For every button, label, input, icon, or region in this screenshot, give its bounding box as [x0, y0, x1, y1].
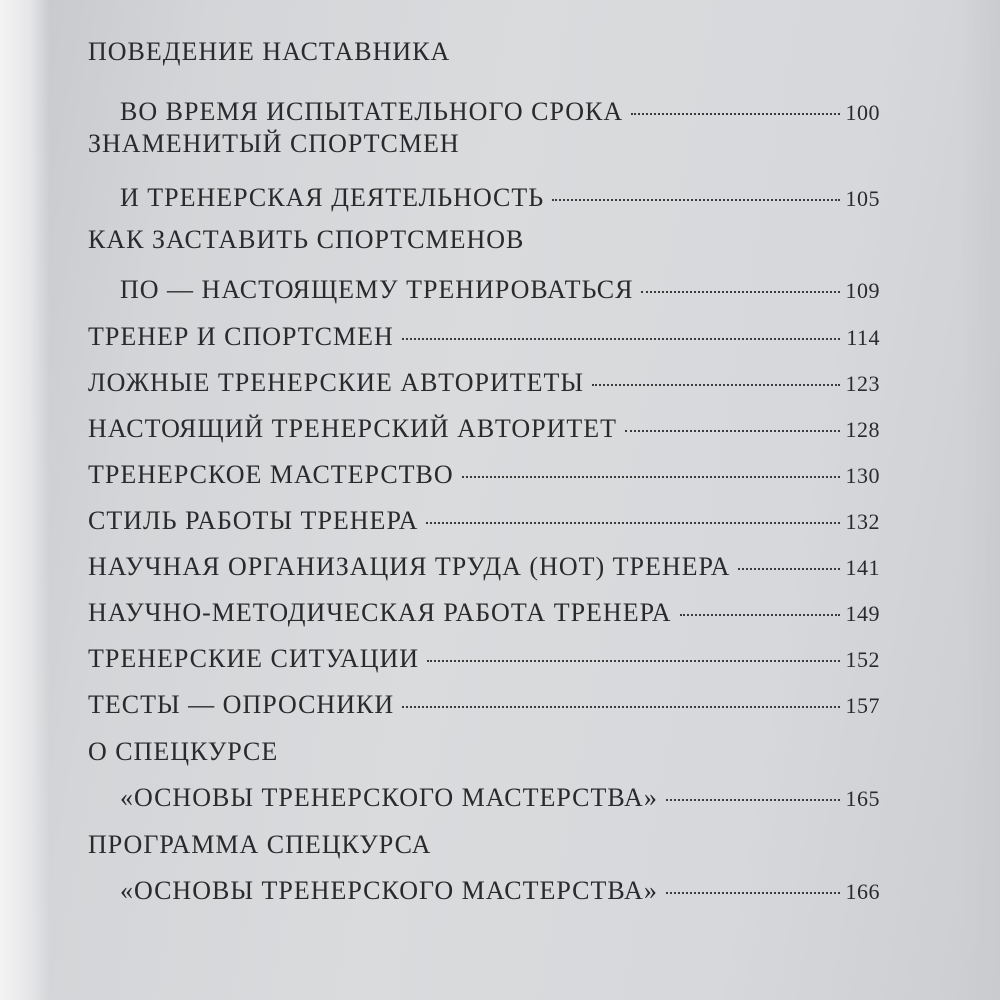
toc-entry-title-line2: ПО — НАСТОЯЩЕМУ ТРЕНИРОВАТЬСЯ: [120, 275, 634, 304]
toc-entry-title-line2: ВО ВРЕМЯ ИСПЫТАТЕЛЬНОГО СРОКА: [120, 97, 624, 126]
toc-page-number: 152: [845, 647, 880, 672]
toc-entry: [88, 598, 880, 634]
dot-leader: [631, 113, 839, 115]
toc-entry-title: НАУЧНАЯ ОРГАНИЗАЦИЯ ТРУДА (НОТ) ТРЕНЕРА: [88, 552, 731, 581]
dot-leader: [666, 892, 840, 894]
dot-leader: [625, 430, 839, 432]
toc-page-number: 114: [846, 325, 880, 350]
toc-entry-heading: [88, 225, 888, 261]
toc-entry-title-line1: ПРОГРАММА СПЕЦКУРСА: [88, 830, 432, 859]
toc-entry-heading: [88, 737, 888, 773]
toc-entry-title: ТРЕНЕРСКОЕ МАСТЕРСТВО: [88, 460, 454, 489]
toc-page-number: 123: [845, 371, 880, 396]
toc-page-number: 128: [845, 417, 880, 442]
toc-entry-title-line1: О СПЕЦКУРСЕ: [88, 737, 279, 766]
dot-leader: [402, 706, 839, 708]
toc-entry-title: ТРЕНЕР И СПОРТСМЕН: [88, 322, 394, 351]
toc-entry: [88, 644, 880, 680]
toc-entry: [88, 368, 880, 404]
dot-leader: [641, 291, 839, 293]
toc-page-number: 105: [845, 186, 880, 211]
toc-entry-title-line2: «ОСНОВЫ ТРЕНЕРСКОГО МАСТЕРСТВА»: [120, 783, 658, 812]
dot-leader: [666, 799, 840, 801]
toc-page-number: 157: [845, 693, 880, 718]
toc-page-number: 165: [845, 786, 880, 811]
toc-entry-title-line2: И ТРЕНЕРСКАЯ ДЕЯТЕЛЬНОСТЬ: [120, 183, 545, 212]
toc-page-number: 130: [845, 463, 880, 488]
toc-page-number: 166: [845, 879, 880, 904]
toc-entry: [88, 460, 880, 496]
toc-page-number: 100: [845, 100, 880, 125]
toc-entry-title-line1: КАК ЗАСТАВИТЬ СПОРТСМЕНОВ: [88, 225, 525, 254]
toc-entry-heading: [88, 129, 888, 165]
toc-entry-heading: [88, 37, 888, 73]
toc-entry-title: НАУЧНО-МЕТОДИЧЕСКАЯ РАБОТА ТРЕНЕРА: [88, 598, 672, 627]
toc-entry: [120, 97, 880, 133]
dot-leader: [738, 568, 839, 570]
toc-entry: [88, 322, 880, 358]
toc-entry: [88, 690, 880, 726]
toc-entry-title: НАСТОЯЩИЙ ТРЕНЕРСКИЙ АВТОРИТЕТ: [88, 414, 618, 443]
dot-leader: [402, 338, 841, 340]
dot-leader: [426, 522, 839, 524]
toc-entry: [120, 876, 880, 912]
toc-entry-title-line1: ПОВЕДЕНИЕ НАСТАВНИКА: [88, 37, 451, 66]
toc-page-number: 109: [845, 278, 880, 303]
toc-entry: [120, 275, 880, 311]
toc-entry-title-line2: «ОСНОВЫ ТРЕНЕРСКОГО МАСТЕРСТВА»: [120, 876, 658, 905]
toc-entry: [88, 414, 880, 450]
dot-leader: [462, 476, 840, 478]
toc-entry: [88, 552, 880, 588]
toc-entry-title-line1: ЗНАМЕНИТЫЙ СПОРТСМЕН: [88, 129, 460, 158]
toc-entry-title: ТРЕНЕРСКИЕ СИТУАЦИИ: [88, 644, 420, 673]
dot-leader: [427, 660, 839, 662]
dot-leader: [680, 614, 840, 616]
toc-entry-title: ТЕСТЫ — ОПРОСНИКИ: [88, 690, 395, 719]
toc-entry-heading: [88, 830, 888, 866]
toc-page-number: 132: [845, 509, 880, 534]
toc-entry: [120, 183, 880, 219]
dot-leader: [552, 199, 839, 201]
toc-entry: [120, 783, 880, 819]
toc-entry-title: ЛОЖНЫЕ ТРЕНЕРСКИЕ АВТОРИТЕТЫ: [88, 368, 585, 397]
toc-page-number: 141: [845, 555, 880, 580]
toc-entry-title: СТИЛЬ РАБОТЫ ТРЕНЕРА: [88, 506, 419, 535]
toc-page-number: 149: [845, 601, 880, 626]
toc-entry: [88, 506, 880, 542]
dot-leader: [592, 384, 839, 386]
